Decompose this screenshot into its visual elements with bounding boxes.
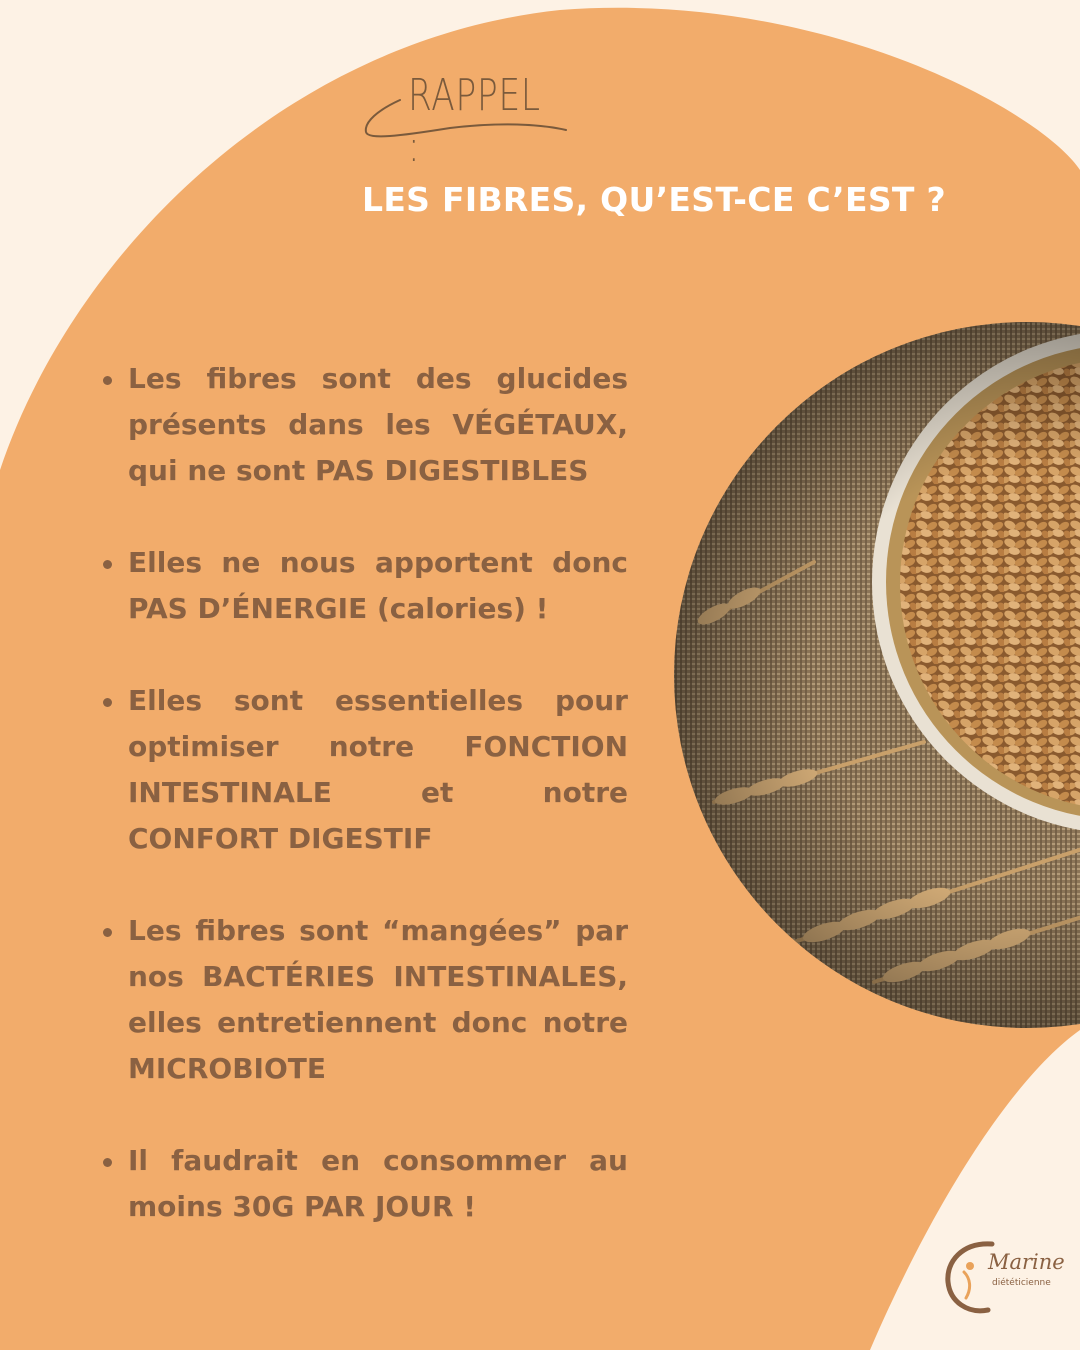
list-item: Il faudrait en consommer au moins 30G PAR JOUR ! xyxy=(128,1138,628,1230)
list-item: Les fibres sont “mangées” par nos BACTÉRIES INTESTINALES, elles entretiennent donc notre MICROBIOTE xyxy=(128,908,628,1092)
list-item: Les fibres sont des glucides présents dans les VÉGÉTAUX, qui ne sont PAS DIGESTIBLES xyxy=(128,356,628,494)
rappel-heading xyxy=(360,70,590,172)
list-item: Elles ne nous apportent donc PAS D’ÉNERGIE (calories) ! xyxy=(128,540,628,632)
logo-name: Marine xyxy=(988,1250,1065,1274)
brand-logo xyxy=(942,1238,1065,1318)
logo-subtitle: diététicienne xyxy=(992,1278,1051,1288)
wheat-bowl-photo-icon xyxy=(674,322,1080,1028)
rappel-label: RAPPEL : xyxy=(408,70,541,172)
fibre-facts-list xyxy=(128,356,628,1230)
page-title: LES FIBRES, QU’EST-CE C’EST ? xyxy=(362,180,946,219)
list-item: Elles sont essentielles pour optimiser notre FONCTION INTESTINALE et notre CONFORT DIGESTIF xyxy=(128,678,628,862)
